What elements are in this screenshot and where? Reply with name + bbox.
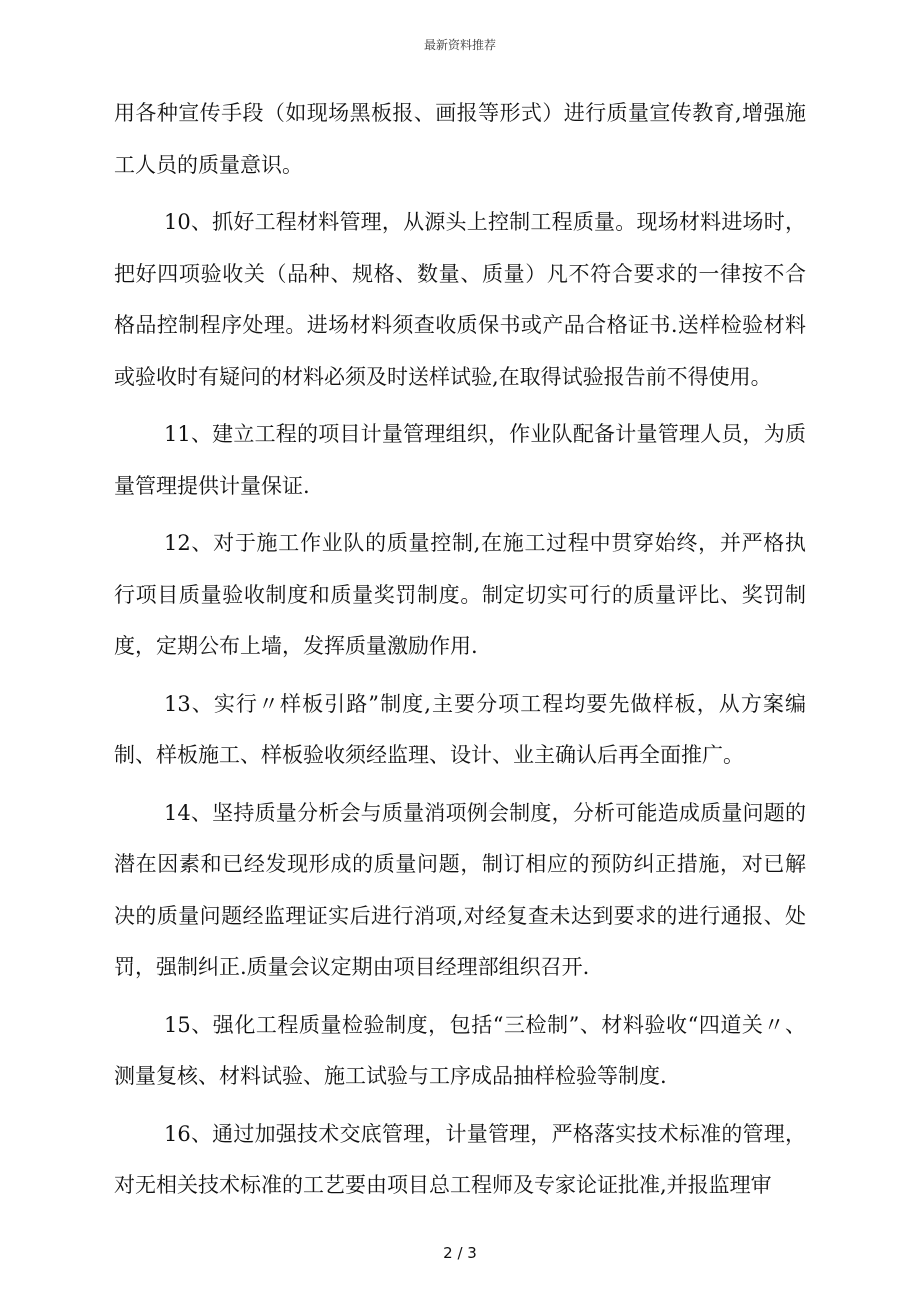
paragraph-item-13: 13、实行〃样板引路”制度,主要分项工程均要先做样板，从方案编制、样板施工、样板验收须经监理、设计、业主确认后再全面推广。 — [114, 691, 806, 767]
page-number: 2 / 3 — [443, 1244, 477, 1262]
paragraph-item-11: 11、建立工程的项目计量管理组织，作业队配备计量管理人员，为质量管理提供计量保证. — [114, 422, 806, 498]
paragraph-item-15: 15、强化工程质量检验制度，包括“三检制”、材料验收“四道关〃、测量复核、材料试验、施工试验与工序成品抽样检验等制度. — [114, 1012, 806, 1088]
page-header: 最新资料推荐 — [423, 38, 496, 52]
paragraph-item-14: 14、坚持质量分析会与质量消项例会制度，分析可能造成质量问题的潜在因素和已经发现形成的质量问题，制订相应的预防纠正措施，对已解决的质量问题经监理证实后进行消项,对经复查未达到要求的进行通报、处罚，强制纠正.质量会议定期由项目经理部组织召开. — [114, 800, 806, 979]
paragraph-item-16: 16、通过加强技术交底管理，计量管理，严格落实技术标准的管理，对无相关技术标准的工艺要由项目总工程师及专家论证批准,并报监理审 — [114, 1121, 806, 1197]
paragraph-item-12: 12、对于施工作业队的质量控制,在施工过程中贯穿始终，并严格执行项目质量验收制度和质量奖罚制度。制定切实可行的质量评比、奖罚制度，定期公布上墙，发挥质量激励作用. — [114, 531, 806, 658]
paragraph-item-10: 10、抓好工程材料管理，从源头上控制工程质量。现场材料进场时，把好四项验收关（品种、规格、数量、质量）凡不符合要求的一律按不合格品控制程序处理。进场材料须查收质保书或产品合格证书.送样检验材料或验收时有疑问的材料必须及时送样试验,在取得试验报告前不得使用。 — [114, 210, 806, 389]
document-body — [114, 88, 806, 1212]
paragraph-continuation: 用各种宣传手段（如现场黑板报、画报等形式）进行质量宣传教育,增强施工人员的质量意识。 — [114, 101, 806, 177]
